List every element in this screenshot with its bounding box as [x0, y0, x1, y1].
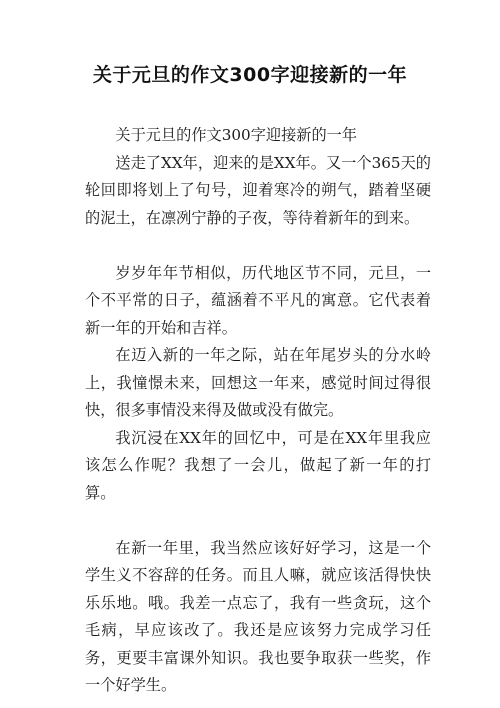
paragraph-5: 在新一年里，我当然应该好好学习，这是一个学生义不容辞的任务。而且人嘛，就应该活得快快乐乐地。哦。我差一点忘了，我有一些贪玩，这个毛病，早应该改了。我还是应该努力完成学习任务，更要丰富课外知识。我也要争取获一些奖，作一个好学生。 — [85, 538, 431, 694]
document-body — [85, 122, 431, 700]
paragraph-spacer — [85, 507, 431, 535]
paragraph-4: 我沉浸在XX年的回忆中，可是在XX年里我应该怎么作呢？我想了一会儿，做起了新一年的打算。 — [85, 428, 431, 502]
paragraph-3: 在迈入新的一年之际，站在年尾岁头的分水岭上，我憧憬未来，回想这一年来，感觉时间过得很快，很多事情没来得及做或没有做完。 — [85, 346, 431, 419]
paragraph-spacer — [85, 232, 431, 260]
paragraph-subtitle: 关于元旦的作文300字迎接新的一年 — [115, 126, 358, 144]
document-title: 关于元旦的作文300字迎接新的一年 — [92, 64, 408, 86]
paragraph-2: 岁岁年年节相似，历代地区节不同，元旦，一个不平常的日子，蕴涵着不平凡的寓意。它代表着新一年的开始和吉祥。 — [85, 263, 431, 337]
paragraph-1: 送走了XX年，迎来的是XX年。又一个365天的轮回即将划上了句号，迎着寒冷的朔气，踏着坚硬的泥土，在凛冽宁静的子夜，等待着新年的到来。 — [85, 153, 431, 227]
